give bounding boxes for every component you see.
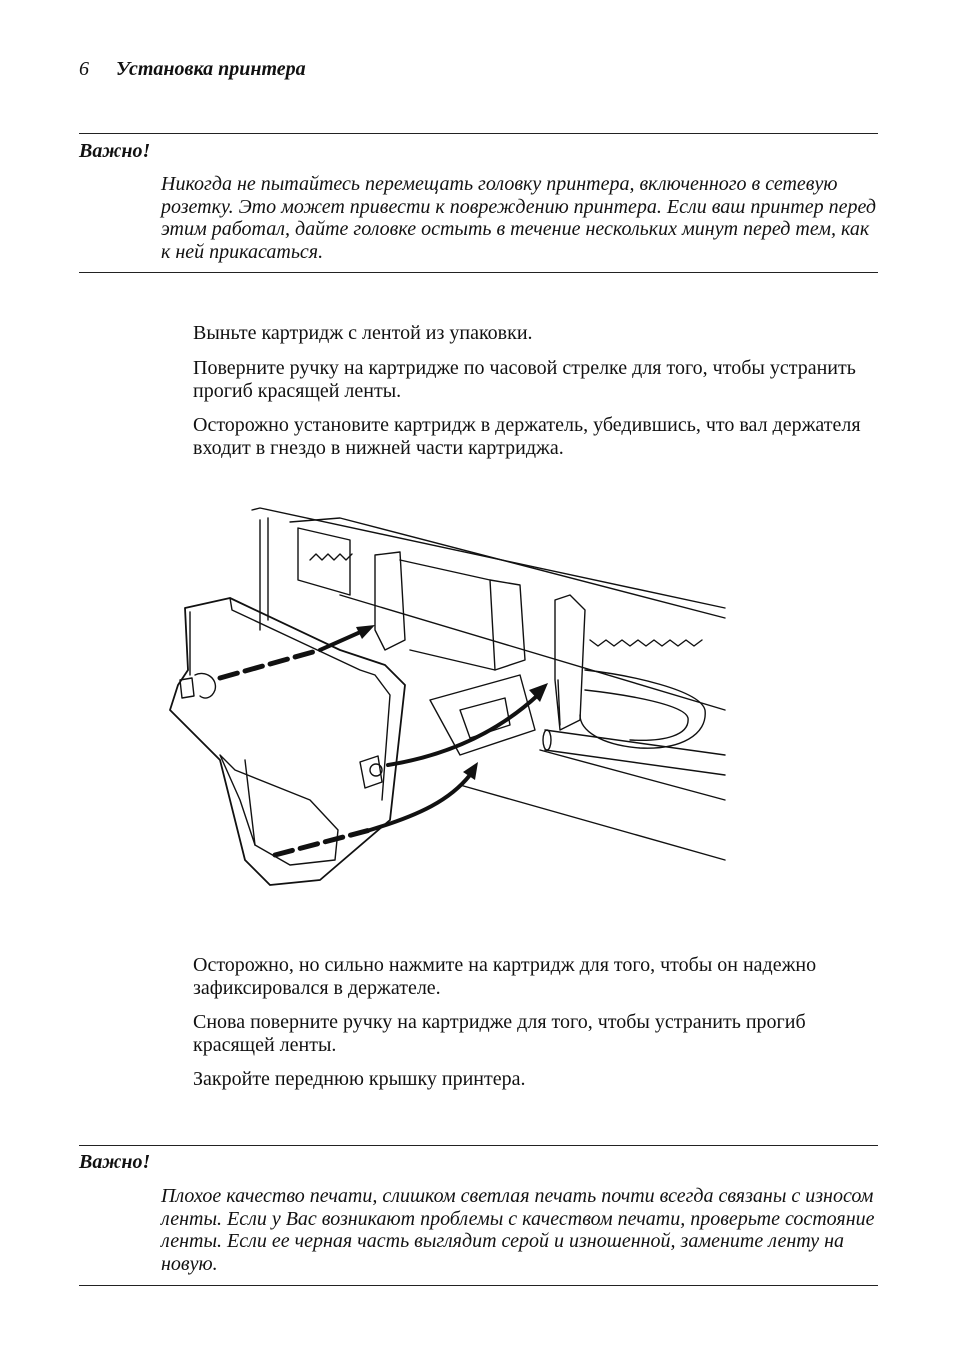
note-bottom-text: Плохое качество печати, слишком светлая печать почти всегда связаны с износом ленты. Если у Вас возникают проблемы с качеством печати, проверьте состояние ленты. Если ее черная часть выглядит серой и изношенной, замените ленту на новую. <box>161 1185 875 1275</box>
note-bottom-bottom-rule <box>79 1285 878 1286</box>
step-close-cover: Закройте переднюю крышку принтера. <box>193 1068 526 1090</box>
step-press-cartridge: Осторожно, но сильно нажмите на картридж для того, чтобы он надежно зафиксировался в держателе. <box>193 954 817 999</box>
note-top-bottom-rule <box>79 272 878 273</box>
step-turn-knob: Поверните ручку на картридже по часовой стрелке для того, чтобы устранить прогиб красящей ленты. <box>193 357 856 402</box>
note-bottom-title: Важно! <box>79 1151 151 1173</box>
page-number: 6 <box>79 58 89 80</box>
chapter-title: Установка принтера <box>116 58 306 80</box>
note-top-rule <box>79 133 878 134</box>
cartridge-installation-figure <box>160 500 730 895</box>
note-top-text: Никогда не пытайтесь перемещать головку принтера, включенного в сетевую розетку. Это может привести к повреждению принтера. Если ваш принтер перед этим работал, дайте головке остыть в течение нескольких минут перед тем, как к ней прикасаться. <box>161 173 876 263</box>
step-install-cartridge: Осторожно установите картридж в держатель, убедившись, что вал держателя входит в гнездо в нижней части картриджа. <box>193 414 861 459</box>
note-bottom-rule <box>79 1145 878 1146</box>
cartridge-installation-icon <box>160 500 730 895</box>
page-header <box>79 58 306 81</box>
step-remove-cartridge: Выньте картридж с лентой из упаковки. <box>193 322 533 344</box>
step-turn-knob-again: Снова поверните ручку на картридже для того, чтобы устранить прогиб красящей ленты. <box>193 1011 806 1056</box>
note-top-title: Важно! <box>79 140 151 162</box>
